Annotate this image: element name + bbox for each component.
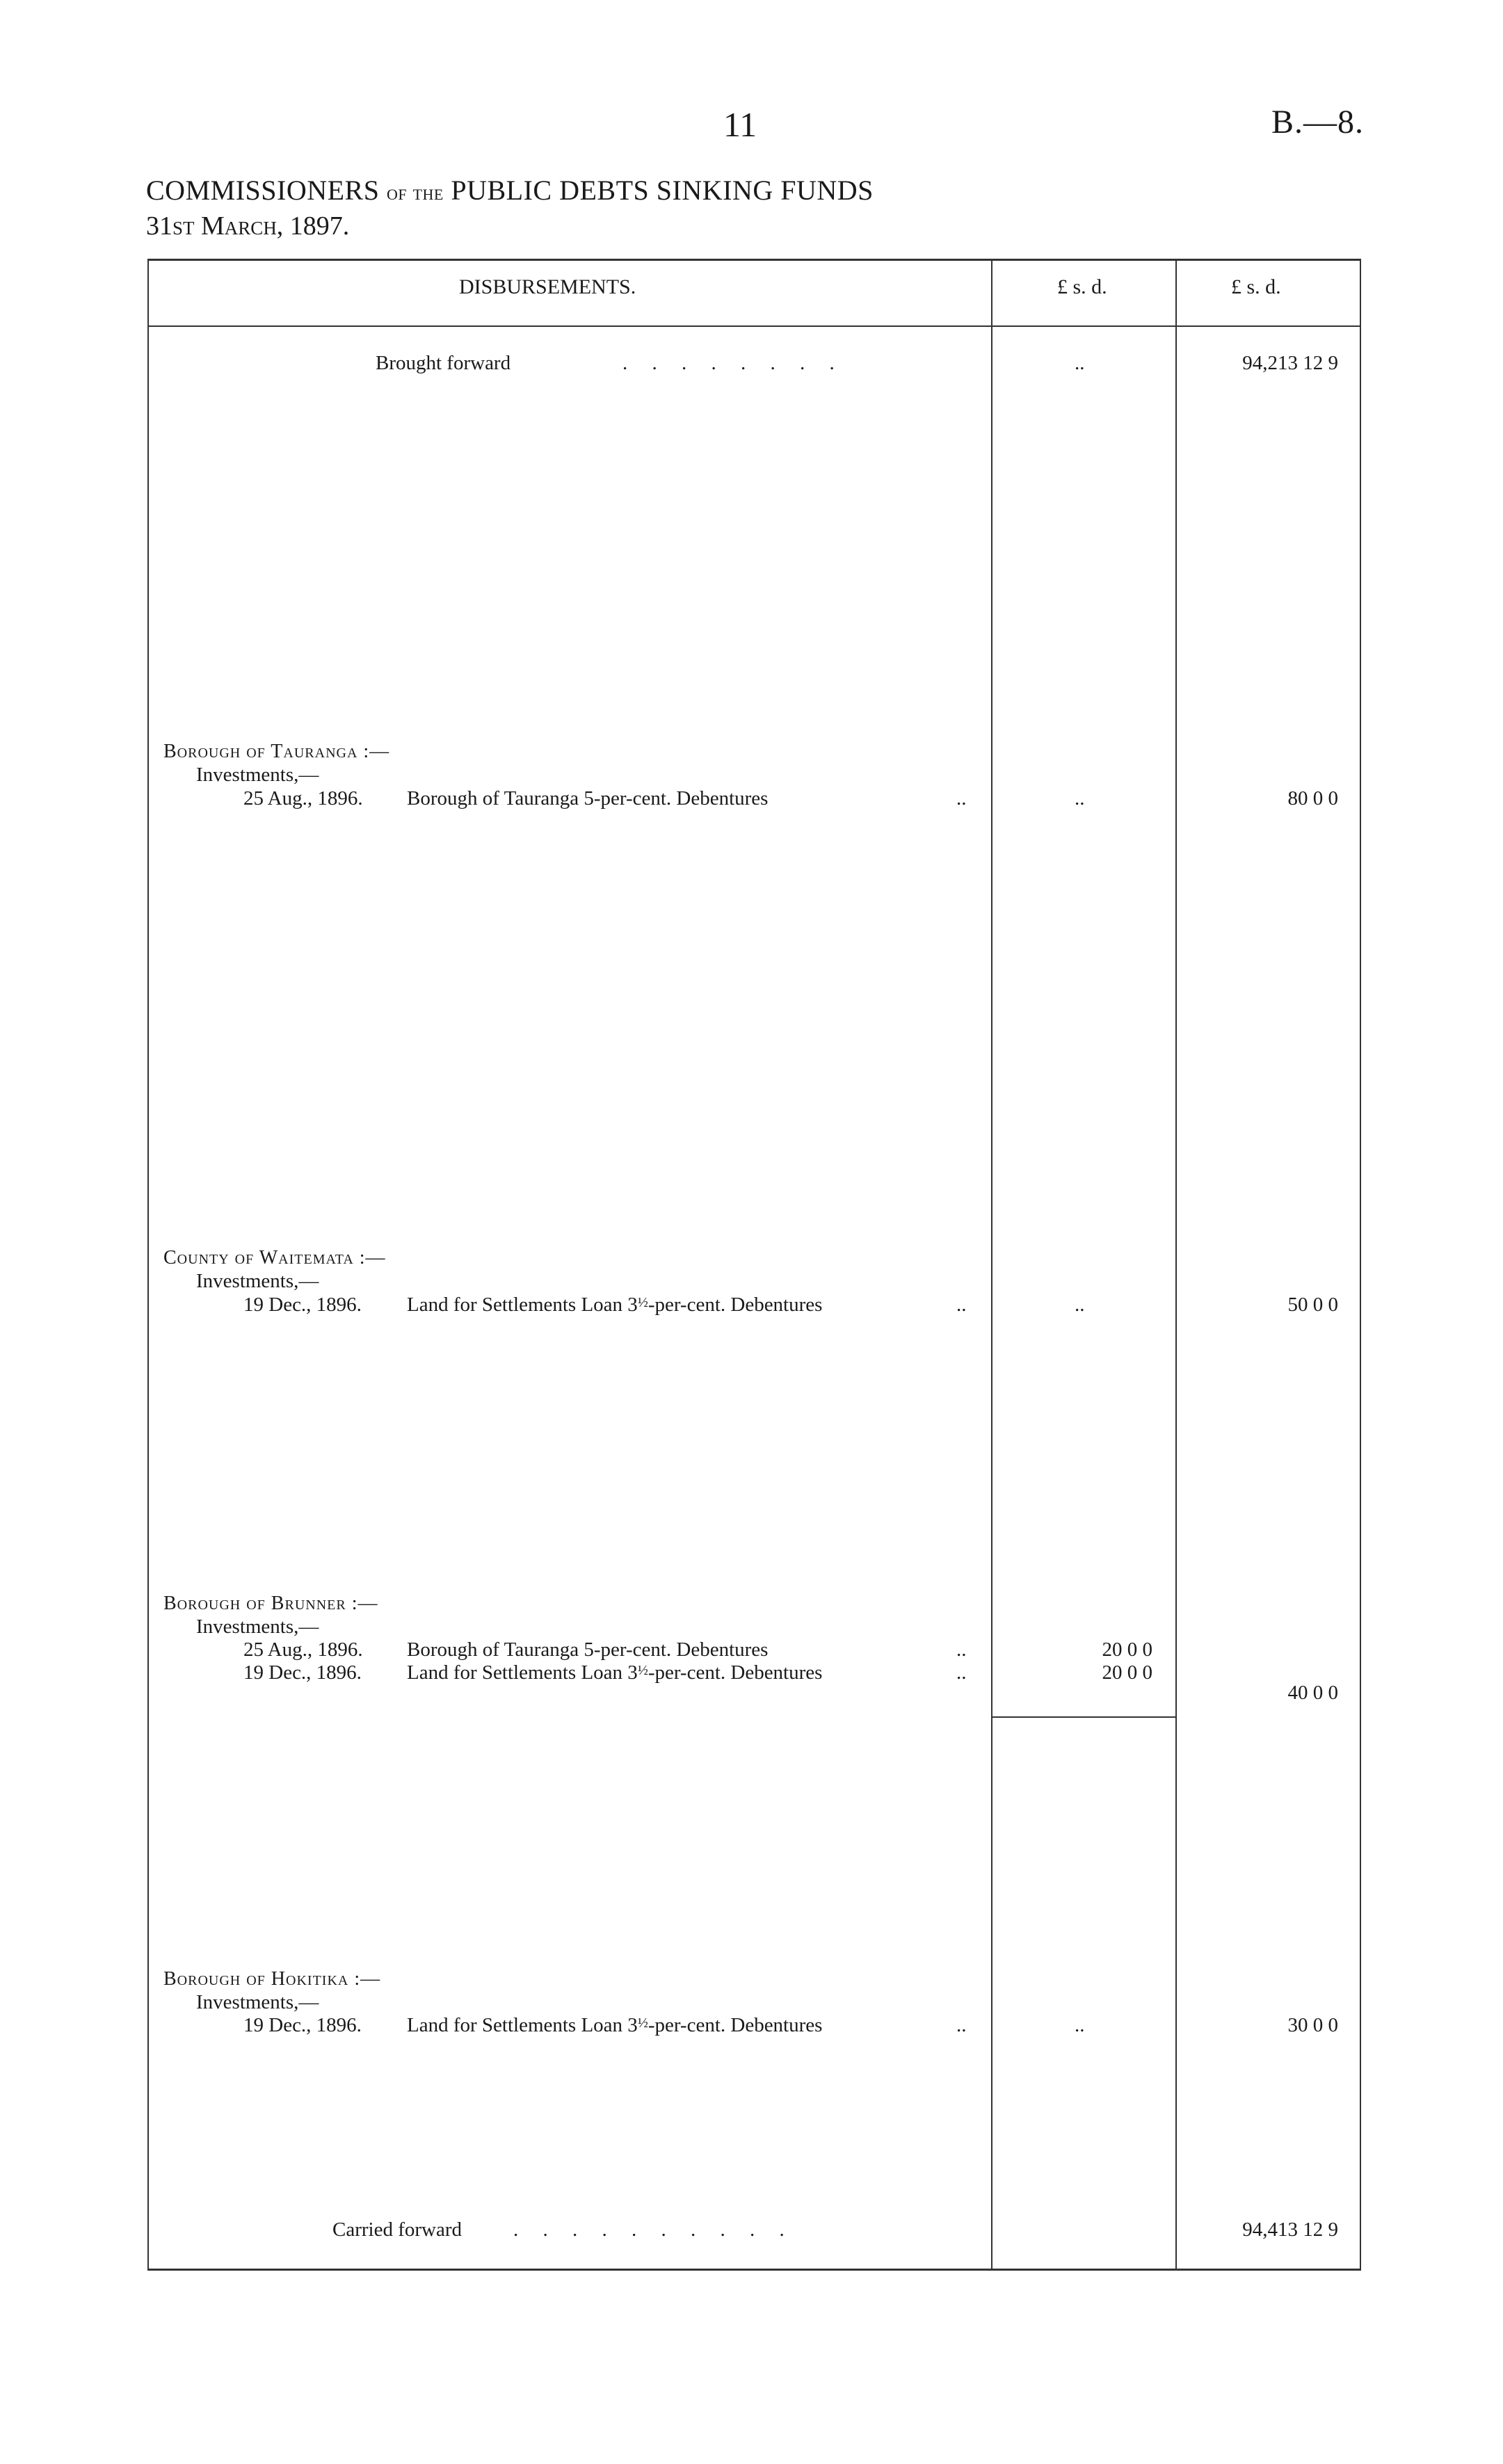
row-description — [407, 1294, 822, 1316]
fraction: ½ — [637, 1295, 648, 1310]
carried-forward-leader: . . . . . . . . . . — [513, 2219, 794, 2241]
row-description: Borough of Tauranga 5-per-cent. Debentures — [407, 787, 769, 810]
subtotal-rule — [992, 1716, 1175, 1718]
header-col1: £ s. d. — [1057, 275, 1107, 298]
title-part-a: COMMISSIONERS — [146, 175, 380, 206]
column-divider-1 — [991, 259, 992, 2271]
section-heading-brunner: Borough of Brunner :— — [163, 1593, 378, 1614]
row-description-part: -per-cent. Debentures — [648, 1661, 823, 1684]
row-col1: .. — [1075, 787, 1085, 810]
fraction: ½ — [637, 2015, 648, 2031]
section-heading-tauranga: Borough of Tauranga :— — [163, 741, 390, 762]
page-number: 11 — [723, 105, 757, 144]
row-col1: 20 0 0 — [1102, 1661, 1152, 1684]
section-sub-waitemata: Investments,— — [196, 1270, 319, 1292]
row-description: Borough of Tauranga 5-per-cent. Debentures — [407, 1638, 769, 1661]
document-reference: B.—8. — [1271, 104, 1365, 140]
table-left-border — [147, 259, 149, 2271]
row-col2: 50 0 0 — [1287, 1294, 1338, 1316]
title-part-b: of the — [386, 179, 444, 204]
section-sub-hokitika: Investments,— — [196, 1991, 319, 2013]
row-leader: .. — [956, 1661, 967, 1684]
row-leader: .. — [956, 2014, 967, 2036]
row-description — [407, 1661, 822, 1684]
section-heading-hokitika: Borough of Hokitika :— — [163, 1968, 381, 1990]
row-date: 19 Dec., 1896. — [243, 1661, 362, 1684]
row-col2: 30 0 0 — [1287, 2014, 1338, 2036]
page-title — [146, 174, 874, 207]
row-col1: .. — [1075, 1294, 1085, 1316]
brought-forward-col1: .. — [1075, 352, 1085, 374]
table-right-border — [1360, 259, 1361, 2271]
brought-forward-leader: . . . . . . . . — [622, 352, 844, 374]
row-col1: 20 0 0 — [1102, 1638, 1152, 1661]
section-sub-brunner: Investments,— — [196, 1616, 319, 1638]
carried-forward-label: Carried forward — [332, 2219, 462, 2241]
table-top-rule — [147, 259, 1361, 261]
row-col1: .. — [1075, 2014, 1085, 2036]
row-description-part: -per-cent. Debentures — [648, 1294, 823, 1316]
header-description: DISBURSEMENTS. — [459, 275, 636, 298]
row-date: 25 Aug., 1896. — [243, 1638, 363, 1661]
fraction: ½ — [637, 1663, 648, 1678]
page-date: 31st March, 1897. — [146, 211, 350, 241]
section-sub-tauranga: Investments,— — [196, 764, 319, 786]
title-part-c: PUBLIC DEBTS SINKING FUNDS — [451, 175, 874, 206]
row-description-part: -per-cent. Debentures — [648, 2014, 823, 2036]
brought-forward-label: Brought forward — [376, 352, 511, 374]
row-description-part: Land for Settlements Loan 3 — [407, 1661, 638, 1684]
column-divider-2 — [1175, 259, 1177, 2271]
row-date: 19 Dec., 1896. — [243, 1294, 362, 1316]
row-leader: .. — [956, 1638, 967, 1661]
row-description — [407, 2014, 822, 2037]
carried-forward-col2: 94,413 12 9 — [1242, 2219, 1338, 2241]
row-description-part: Land for Settlements Loan 3 — [407, 1294, 638, 1316]
row-leader: .. — [956, 1294, 967, 1316]
table-bottom-rule — [147, 2269, 1361, 2271]
row-leader: .. — [956, 787, 967, 810]
section-heading-waitemata: County of Waitemata :— — [163, 1247, 386, 1269]
row-date: 19 Dec., 1896. — [243, 2014, 362, 2036]
row-col2: 80 0 0 — [1287, 787, 1338, 810]
row-description-part: Land for Settlements Loan 3 — [407, 2014, 638, 2036]
section-total: 40 0 0 — [1287, 1682, 1338, 1704]
brought-forward-col2: 94,213 12 9 — [1242, 352, 1338, 374]
header-col2: £ s. d. — [1231, 275, 1281, 298]
row-date: 25 Aug., 1896. — [243, 787, 363, 810]
header-bottom-rule — [147, 325, 1361, 327]
